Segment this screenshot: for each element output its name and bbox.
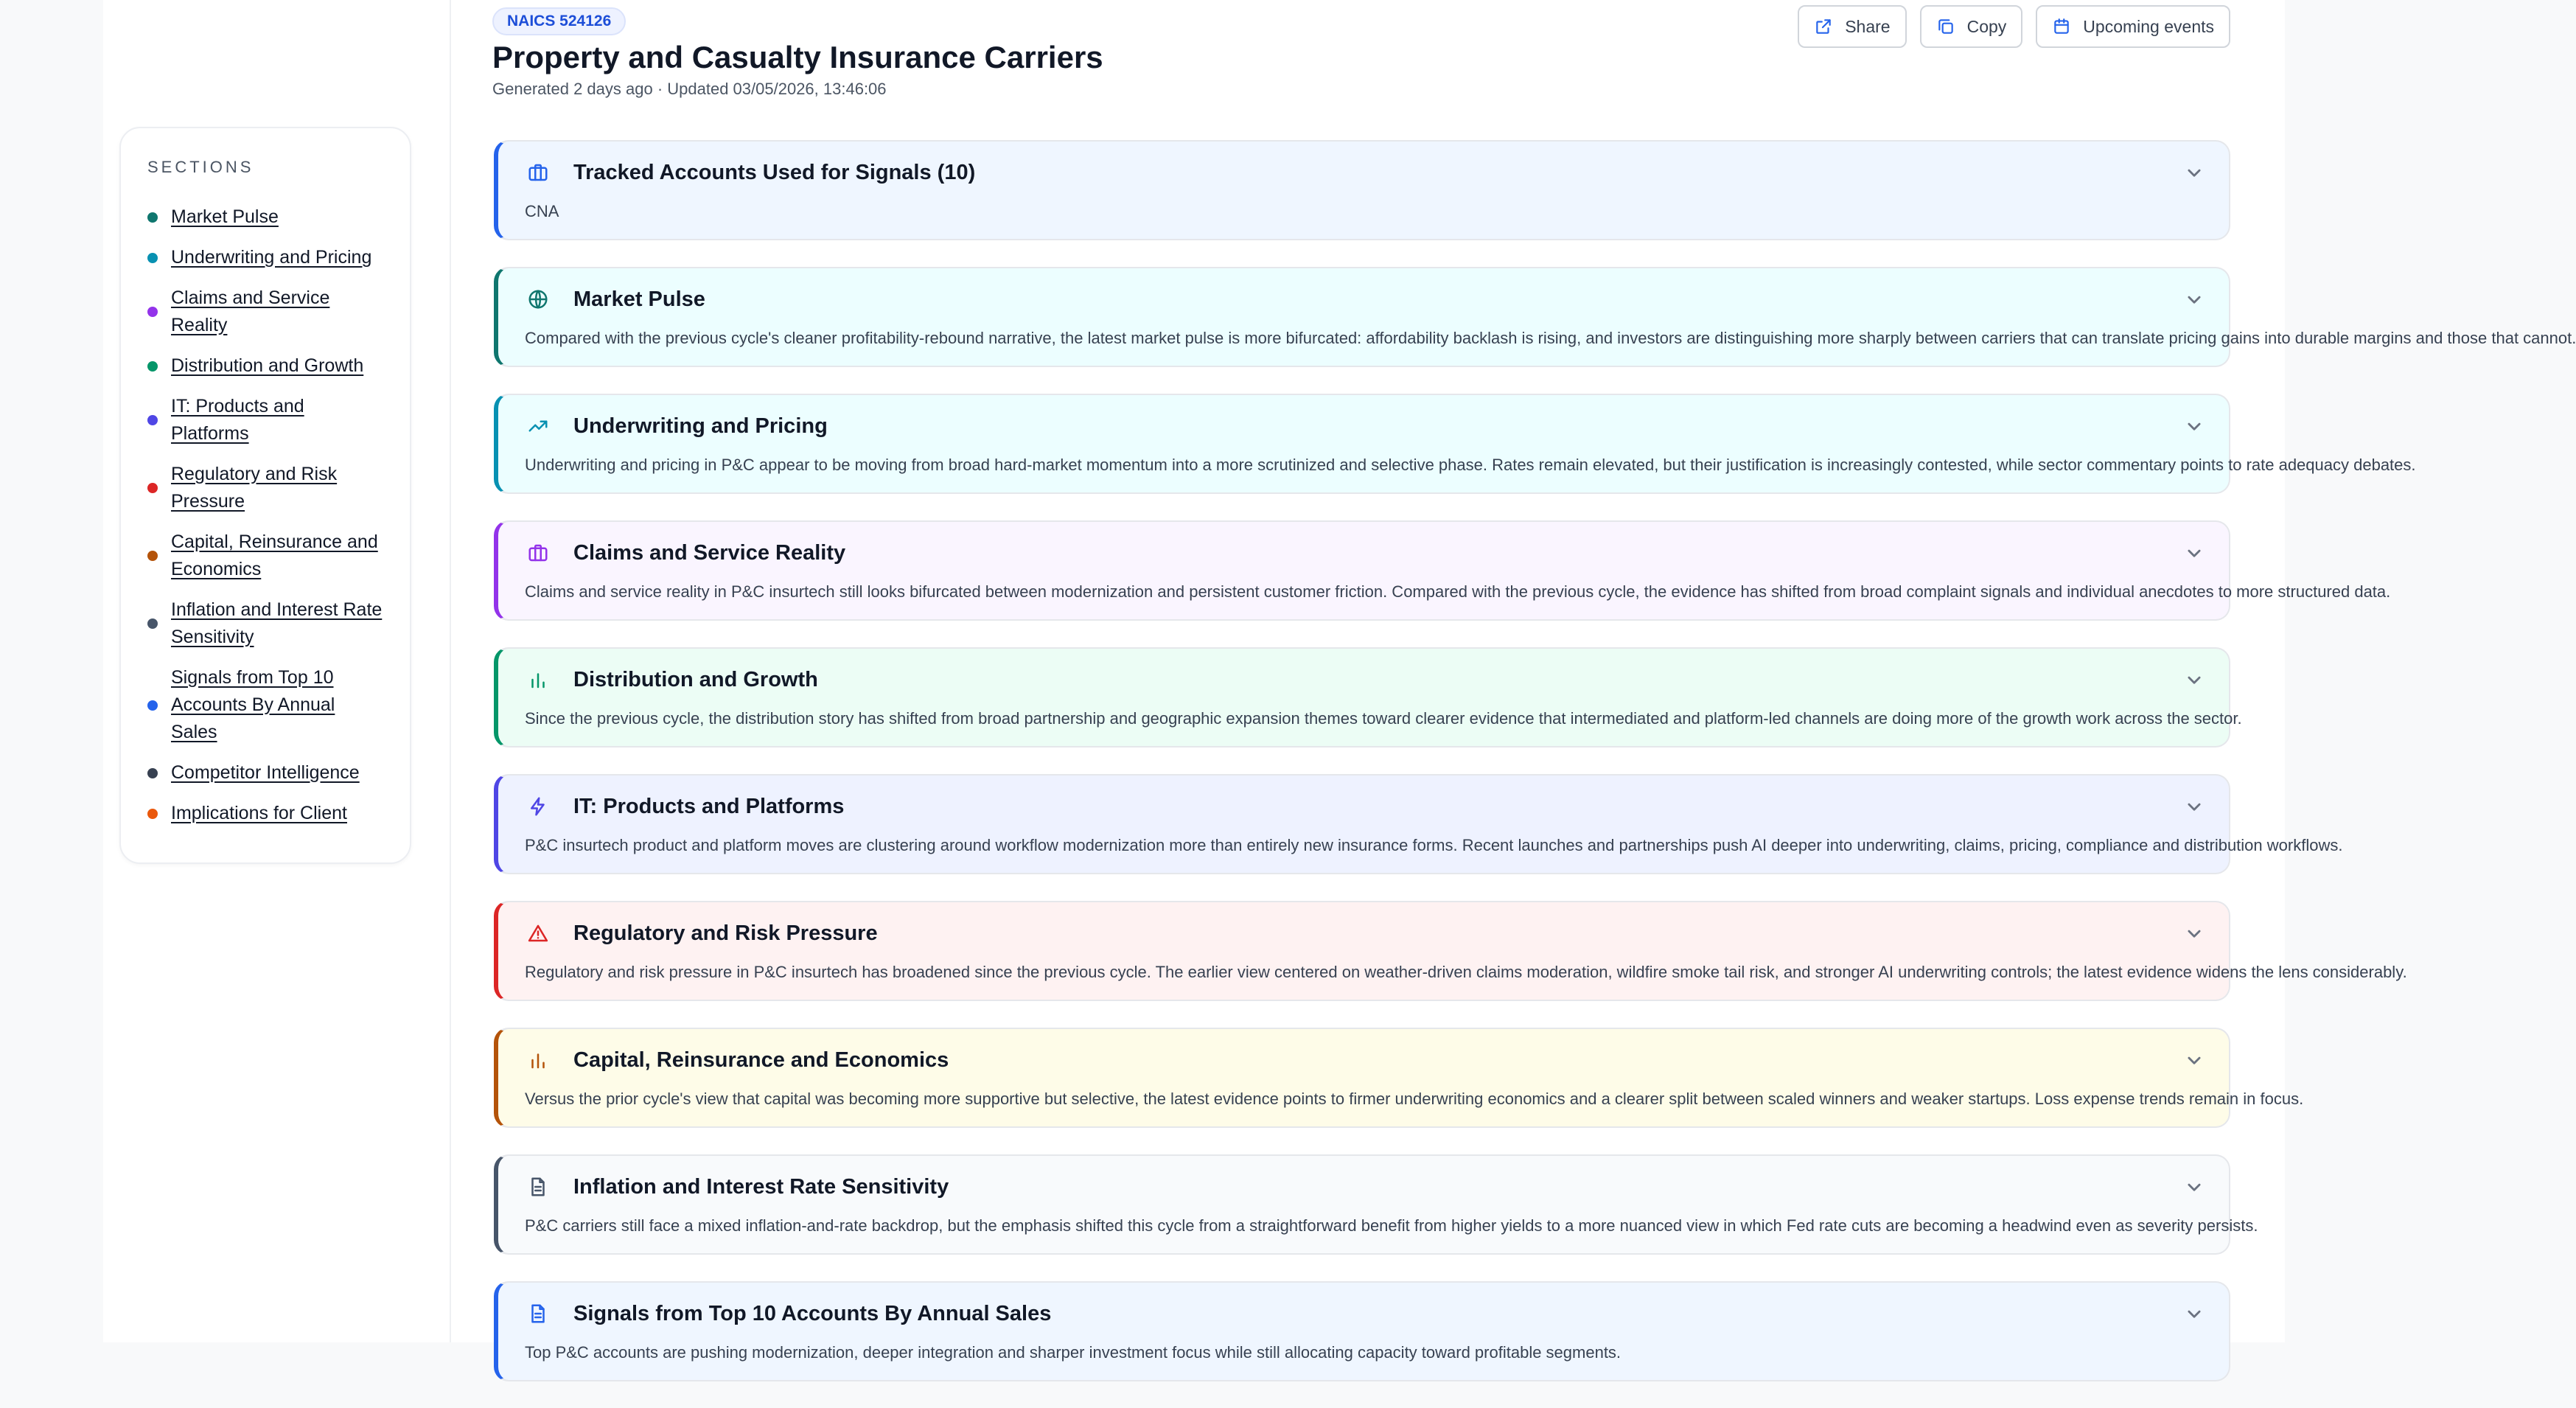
- sidebar-link[interactable]: Underwriting and Pricing: [171, 247, 372, 268]
- sidebar-link[interactable]: Market Pulse: [171, 206, 279, 227]
- card-title: Distribution and Growth: [573, 667, 818, 691]
- section-card[interactable]: [494, 901, 2407, 1001]
- sidebar-link[interactable]: Implications for Client: [171, 803, 347, 823]
- sidebar-divider: [450, 0, 451, 1342]
- section-card[interactable]: [494, 1154, 2258, 1255]
- copy-label: Copy: [1966, 16, 2007, 36]
- sidebar-link[interactable]: Capital, Reinsurance and Economics: [171, 532, 378, 579]
- sidebar-item: [147, 461, 383, 515]
- section-dot: [147, 307, 158, 317]
- chevron-down-icon[interactable]: [2182, 794, 2207, 819]
- section-card[interactable]: [494, 1028, 2304, 1128]
- document-icon: [525, 1300, 551, 1327]
- card-summary: Compared with the previous cycle's cleaner profitability-rebound narrative, the latest market pulse is more bifurcated: affordability backlash is rising, and investors are distinguishing more sharply between carriers that can translate pricing gains into durable margins and those that cannot.: [525, 329, 2576, 347]
- share-button[interactable]: [1798, 5, 1906, 48]
- card-title: Regulatory and Risk Pressure: [573, 921, 878, 945]
- card-summary: Underwriting and pricing in P&C appear to be moving from broad hard-market momentum into a more scrutinized and selective phase. Rates remain elevated, but their justification is increasingly contested, while sector commentary points to rate adequacy debates.: [525, 456, 2416, 474]
- sidebar-link[interactable]: Regulatory and Risk Pressure: [171, 464, 338, 512]
- card-header: [525, 286, 2207, 313]
- sections-nav: [119, 127, 411, 864]
- sidebar-link[interactable]: Claims and Service Reality: [171, 287, 330, 335]
- card-title: Signals from Top 10 Accounts By Annual Sales: [573, 1301, 1052, 1325]
- bar-chart-icon: [525, 1047, 551, 1073]
- card-title: Market Pulse: [573, 287, 705, 311]
- section-card[interactable]: [494, 267, 2576, 367]
- sidebar-item: [147, 800, 383, 827]
- lightning-icon: [525, 793, 551, 820]
- card-header: [525, 159, 2207, 186]
- card-summary: CNA: [525, 202, 559, 220]
- card-header: [525, 413, 2207, 439]
- card-header: [525, 540, 2207, 566]
- card-title: Inflation and Interest Rate Sensitivity: [573, 1174, 949, 1199]
- card-summary: Top P&C accounts are pushing modernization, deeper integration and sharper investment focus while still allocating capacity toward profitable segments.: [525, 1343, 1622, 1362]
- chevron-down-icon[interactable]: [2182, 160, 2207, 185]
- card-summary: Regulatory and risk pressure in P&C insurtech has broadened since the previous cycle. The earlier view centered on weather-driven claims moderation, wildfire smoke tail risk, and stronger AI underwriting controls; the latest evidence widens the lens considerably.: [525, 963, 2407, 981]
- chevron-down-icon[interactable]: [2182, 287, 2207, 312]
- section-dot: [147, 700, 158, 711]
- card-header: [525, 666, 2207, 693]
- section-dot: [147, 212, 158, 223]
- chevron-down-icon[interactable]: [2182, 1048, 2207, 1073]
- section-card[interactable]: [494, 1281, 2230, 1381]
- section-card[interactable]: [494, 140, 2230, 240]
- card-title: Capital, Reinsurance and Economics: [573, 1048, 949, 1072]
- sidebar-item: [147, 203, 383, 231]
- chevron-down-icon[interactable]: [2182, 1301, 2207, 1326]
- card-header: [525, 1047, 2207, 1073]
- warning-icon: [525, 920, 551, 947]
- chevron-down-icon[interactable]: [2182, 1174, 2207, 1199]
- section-dot: [147, 618, 158, 629]
- card-title: IT: Products and Platforms: [573, 794, 845, 818]
- chevron-down-icon[interactable]: [2182, 414, 2207, 439]
- card-header: [525, 1174, 2207, 1200]
- sidebar-item: [147, 244, 383, 271]
- sidebar-link[interactable]: Competitor Intelligence: [171, 762, 360, 783]
- card-summary: Claims and service reality in P&C insurtech still looks bifurcated between modernization and persistent customer friction. Compared with the previous cycle, the evidence has shifted from broad complaint signals and individual anecdotes to more structured data.: [525, 582, 2391, 601]
- briefcase-icon: [525, 540, 551, 566]
- sidebar-link[interactable]: Distribution and Growth: [171, 355, 364, 376]
- card-title: Underwriting and Pricing: [573, 414, 828, 438]
- section-dot: [147, 253, 158, 263]
- section-dot: [147, 483, 158, 493]
- card-title: Tracked Accounts Used for Signals (10): [573, 160, 976, 184]
- section-card[interactable]: [494, 647, 2242, 747]
- sidebar-item: [147, 759, 383, 787]
- sections-list: [147, 203, 383, 827]
- page-title: Property and Casualty Insurance Carriers: [492, 40, 1103, 74]
- card-header: [525, 1300, 2207, 1327]
- globe-icon: [525, 286, 551, 313]
- sidebar-item: [147, 596, 383, 651]
- sidebar-link[interactable]: Inflation and Interest Rate Sensitivity: [171, 599, 383, 647]
- sidebar-item: [147, 393, 383, 447]
- chevron-down-icon[interactable]: [2182, 921, 2207, 946]
- section-dot: [147, 809, 158, 819]
- section-card[interactable]: [494, 520, 2391, 621]
- chevron-down-icon[interactable]: [2182, 667, 2207, 692]
- card-header: [525, 920, 2207, 947]
- upcoming-events-button[interactable]: [2036, 5, 2230, 48]
- section-dot: [147, 361, 158, 372]
- section-dot: [147, 768, 158, 778]
- bar-chart-icon: [525, 666, 551, 693]
- card-title: Claims and Service Reality: [573, 540, 846, 565]
- copy-icon: [1936, 17, 1955, 36]
- generated-meta: Generated 2 days ago · Updated 03/05/2026, 13:46:06: [492, 80, 887, 98]
- sections-title: SECTIONS: [147, 158, 254, 176]
- briefcase-icon: [525, 159, 551, 186]
- chevron-down-icon[interactable]: [2182, 540, 2207, 565]
- upcoming-events-label: Upcoming events: [2083, 16, 2214, 36]
- sidebar-item: [147, 285, 383, 339]
- card-summary: Since the previous cycle, the distribution story has shifted from broad partnership and geographic expansion themes toward clearer evidence that intermediated and platform-led channels are doing more of the growth work across the sector.: [525, 709, 2242, 728]
- sidebar-item: [147, 664, 383, 746]
- copy-button[interactable]: [1920, 5, 2023, 48]
- card-summary: P&C carriers still face a mixed inflation-and-rate backdrop, but the emphasis shifted this cycle from a straightforward benefit from higher yields to a more nuanced view in which Fed rate cuts are becoming a headwind even as severity persists.: [525, 1216, 2258, 1235]
- section-dot: [147, 551, 158, 561]
- card-header: [525, 793, 2207, 820]
- header-actions: [1798, 5, 2230, 48]
- trending-up-icon: [525, 413, 551, 439]
- section-card[interactable]: [494, 774, 2343, 874]
- card-summary: P&C insurtech product and platform moves are clustering around workflow modernization more than entirely new insurance forms. Recent launches and partnerships push AI deeper into underwriting, claims, pricing, compliance and distribution workflows.: [525, 836, 2343, 854]
- sidebar-item: [147, 352, 383, 380]
- share-label: Share: [1845, 16, 1891, 36]
- card-summary: Versus the prior cycle's view that capital was becoming more supportive but selective, the latest evidence points to firmer underwriting economics and a clearer split between scaled winners and weaker startups. Loss expense trends remain in focus.: [525, 1090, 2304, 1108]
- document-icon: [525, 1174, 551, 1200]
- sidebar-link[interactable]: IT: Products and Platforms: [171, 396, 304, 444]
- external-link-icon: [1814, 17, 1833, 36]
- section-cards: [494, 140, 2576, 1408]
- section-card[interactable]: [494, 394, 2416, 494]
- sidebar-link[interactable]: Signals from Top 10 Accounts By Annual Sales: [171, 667, 335, 742]
- section-dot: [147, 415, 158, 425]
- calendar-icon: [2052, 17, 2071, 36]
- naics-badge: NAICS 524126: [492, 7, 626, 35]
- sidebar-item: [147, 529, 383, 583]
